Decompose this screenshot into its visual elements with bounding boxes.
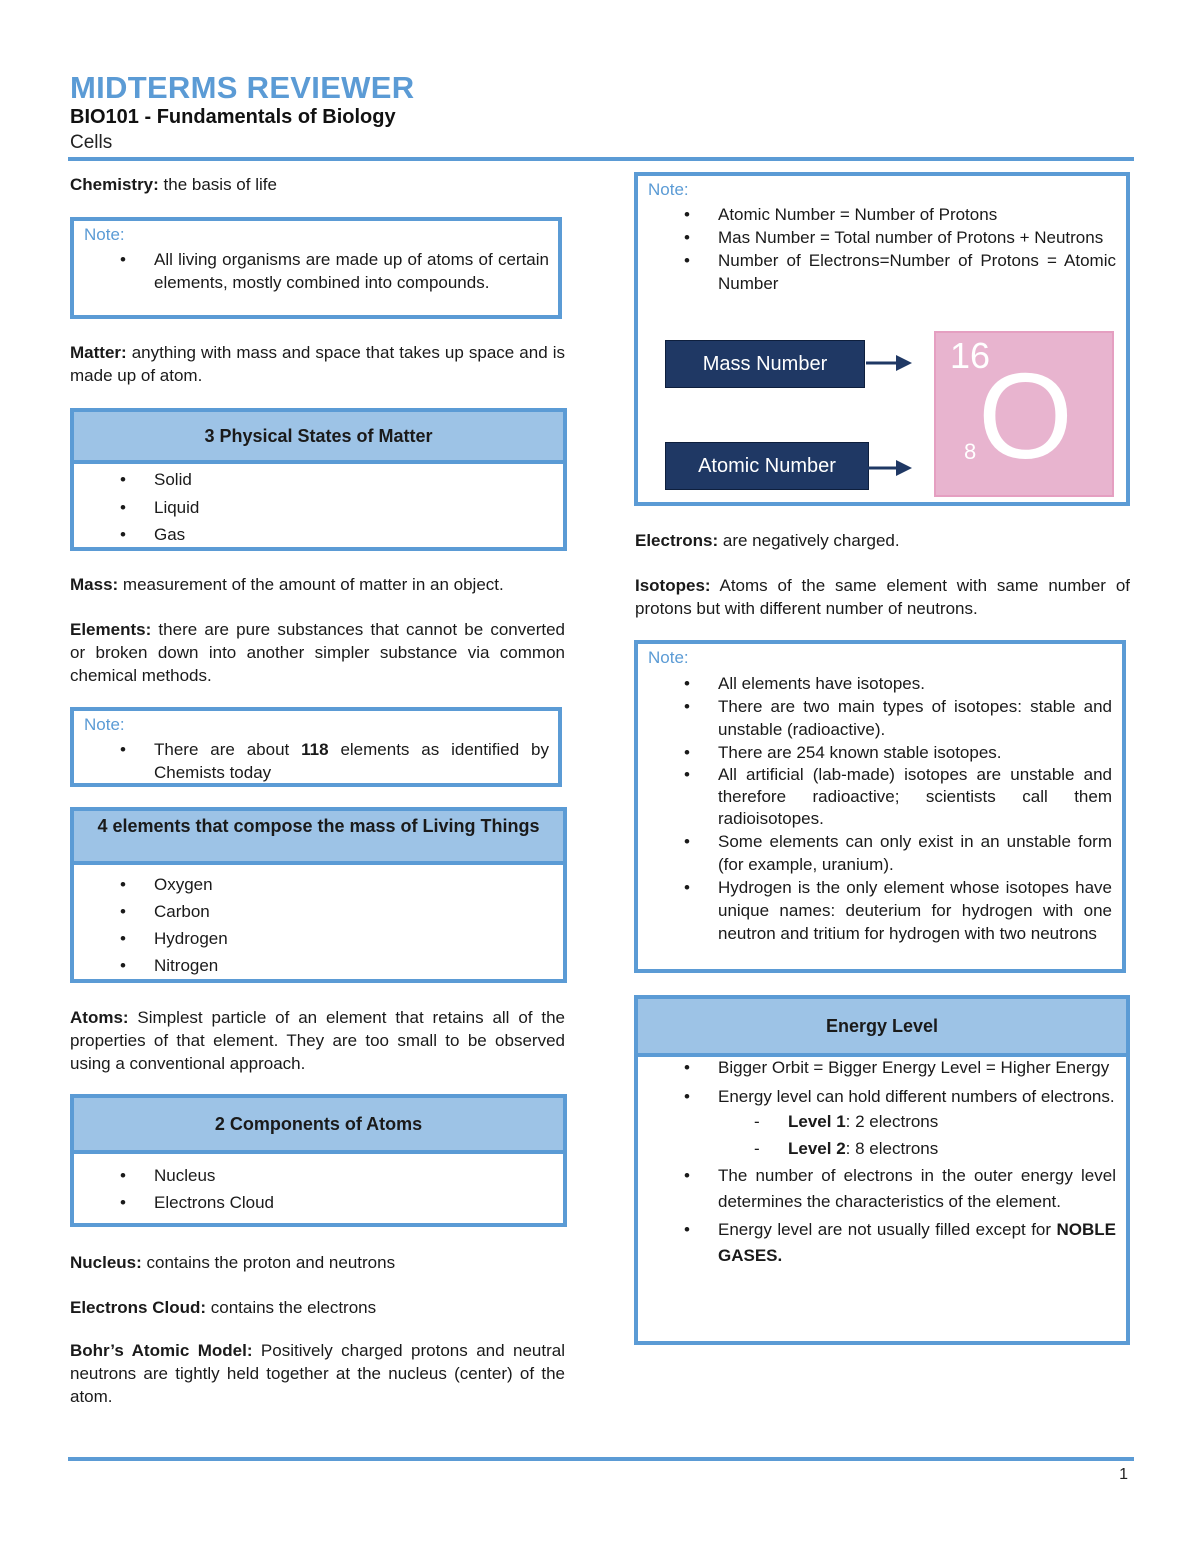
atomic-number-label: Atomic Number bbox=[665, 442, 869, 490]
states-of-matter-table bbox=[70, 408, 567, 551]
mass-number-label: Mass Number bbox=[665, 340, 865, 388]
elements-definition: Elements: there are pure substances that cannot be converted or broken down into another simpler substance via common chemical methods. bbox=[70, 620, 565, 685]
atoms-definition: Atoms: Simplest particle of an element that retains all of the properties of that element. They are too small to be observed using a conventional approach. bbox=[70, 1008, 565, 1073]
topic-subtitle: Cells bbox=[70, 132, 113, 153]
mass-definition: Mass: measurement of the amount of matter in an object. bbox=[70, 575, 504, 594]
list-item: • Hydrogen bbox=[120, 929, 228, 948]
sub-list-item: - Level 2: 8 electrons bbox=[754, 1139, 939, 1158]
list-item: • Nitrogen bbox=[120, 956, 219, 975]
living-things-elements-table bbox=[70, 807, 567, 983]
chemistry-definition: Chemistry: the basis of life bbox=[70, 175, 277, 194]
list-item: • Liquid bbox=[120, 498, 200, 517]
table-header: 2 Components of Atoms bbox=[74, 1098, 563, 1154]
note-label: Note: bbox=[648, 180, 689, 199]
list-item: • Oxygen bbox=[120, 875, 213, 894]
element-tile-oxygen bbox=[934, 331, 1114, 497]
footer-divider bbox=[68, 1457, 1134, 1461]
list-item: • Some elements can only exist in an unstable form (for example, uranium). bbox=[684, 832, 1112, 874]
table-header: 3 Physical States of Matter bbox=[74, 412, 563, 464]
energy-level-table bbox=[634, 995, 1130, 1345]
atomic-number-value: 8 bbox=[964, 439, 977, 464]
note-label: Note: bbox=[648, 648, 689, 667]
list-item: • Mas Number = Total number of Protons + Neutrons bbox=[684, 228, 1104, 247]
list-item: • All artificial (lab-made) isotopes are unstable and therefore radioactive; scientists call them radioisotopes. bbox=[684, 765, 1112, 828]
note-box-living-organisms bbox=[70, 217, 562, 319]
list-item: • Bigger Orbit = Bigger Energy Level = Higher Energy bbox=[684, 1058, 1110, 1077]
list-item: • Nucleus bbox=[120, 1166, 216, 1185]
electrons-cloud-definition: Electrons Cloud: contains the electrons bbox=[70, 1298, 377, 1317]
list-item: • Atomic Number = Number of Protons bbox=[684, 205, 998, 224]
header-divider bbox=[68, 157, 1134, 161]
list-item: • There are two main types of isotopes: stable and unstable (radioactive). bbox=[684, 697, 1112, 739]
course-title: BIO101 - Fundamentals of Biology bbox=[70, 106, 396, 128]
list-item: • There are about 118 elements as identified by Chemists today bbox=[120, 740, 549, 782]
note-box-isotopes bbox=[634, 640, 1126, 973]
list-item: • All living organisms are made up of atoms of certain elements, mostly combined into compounds. bbox=[120, 250, 549, 292]
isotopes-definition: Isotopes: Atoms of the same element with same number of protons but with different number of neutrons. bbox=[635, 576, 1130, 618]
matter-definition: Matter: anything with mass and space that takes up space and is made up of atom. bbox=[70, 343, 565, 385]
note-label: Note: bbox=[84, 715, 125, 734]
components-of-atoms-table bbox=[70, 1094, 567, 1227]
table-header: 4 elements that compose the mass of Living Things bbox=[74, 811, 563, 865]
list-item: • Carbon bbox=[120, 902, 210, 921]
note-box-atomic-number bbox=[634, 172, 1130, 506]
sub-list-item: - Level 1: 2 electrons bbox=[754, 1112, 939, 1131]
list-item: • Gas bbox=[120, 525, 186, 544]
note-label: Note: bbox=[84, 225, 125, 244]
list-item: • There are 254 known stable isotopes. bbox=[684, 743, 1002, 762]
list-item: • The number of electrons in the outer energy level determines the characteristics of the element. bbox=[684, 1166, 1116, 1211]
arrow-right-icon bbox=[866, 352, 912, 374]
list-item: • Electrons Cloud bbox=[120, 1193, 275, 1212]
nucleus-definition: Nucleus: contains the proton and neutrons bbox=[70, 1253, 396, 1272]
list-item: • Energy level can hold different numbers of electrons. bbox=[684, 1087, 1115, 1106]
mass-number-value: 16 bbox=[950, 335, 991, 376]
note-box-118-elements bbox=[70, 707, 562, 787]
list-item: • Energy level are not usually filled except for NOBLE GASES. bbox=[684, 1220, 1116, 1265]
page-number: 1 bbox=[1119, 1466, 1128, 1483]
table-header: Energy Level bbox=[638, 999, 1126, 1057]
list-item: • Number of Electrons=Number of Protons = Atomic Number bbox=[684, 251, 1116, 293]
list-item: • All elements have isotopes. bbox=[684, 674, 925, 693]
bohr-model-definition: Bohr’s Atomic Model: Positively charged protons and neutral neutrons are tightly held together at the nucleus (center) of the atom. bbox=[70, 1341, 565, 1406]
electrons-definition: Electrons: are negatively charged. bbox=[635, 531, 900, 550]
element-symbol: O bbox=[978, 348, 1073, 484]
list-item: • Solid bbox=[120, 470, 192, 489]
arrow-right-icon bbox=[868, 457, 912, 479]
document-title: MIDTERMS REVIEWER bbox=[70, 70, 415, 105]
list-item: • Hydrogen is the only element whose isotopes have unique names: deuterium for hydrogen with one neutron and tritium for hydrogen with two neutrons bbox=[684, 878, 1112, 943]
